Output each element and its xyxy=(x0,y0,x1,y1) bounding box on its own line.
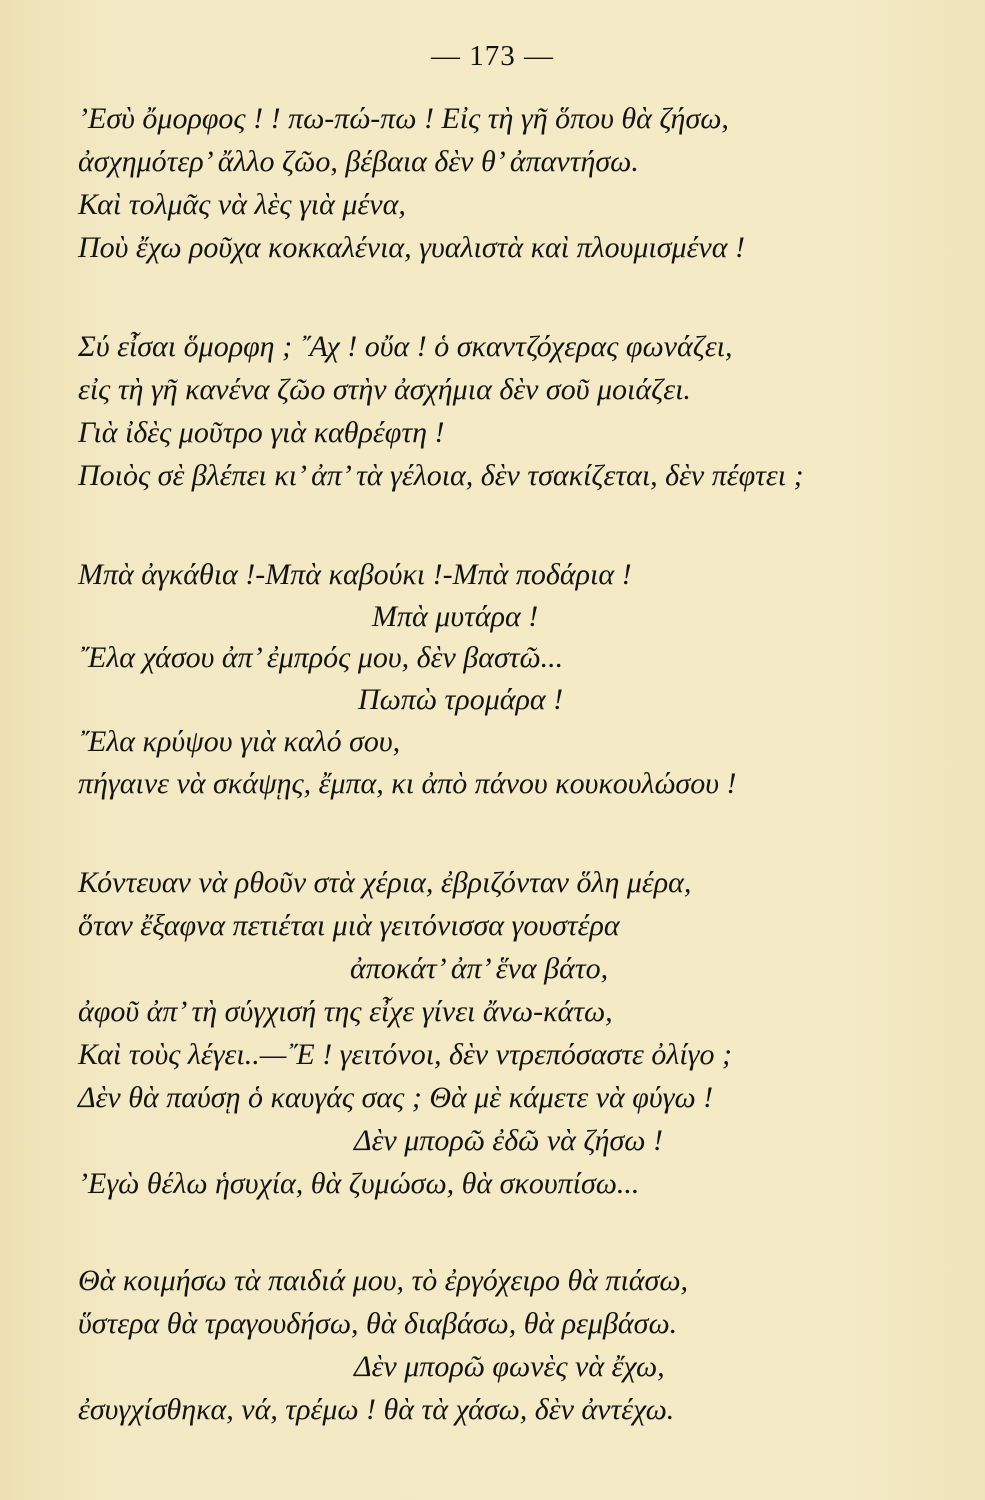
poem-line: Σύ εἶσαι ὅμορφη ; ῎Αχ ! οὔα ! ὁ σκαντζόχερας φωνάζει, xyxy=(78,330,733,363)
page-number: — 173 — xyxy=(431,40,554,72)
poem-line: ἀποκάτ’ ἀπ’ ἕνα βάτο, xyxy=(350,952,609,985)
poem-line: ἀφοῦ ἀπ’ τὴ σύγχισή της εἶχε γίνει ἄνω-κάτω, xyxy=(78,995,613,1028)
poem-line: ἀσχημότερ’ ἄλλο ζῶο, βέβαια δὲν θ’ ἀπαντήσω. xyxy=(78,145,639,178)
poem-line: ’Εσὺ ὄμορφος ! ! πω-πώ-πω ! Εἰς τὴ γῆ ὅπου θὰ ζήσω, xyxy=(78,102,729,135)
poem-line: Καὶ τολμᾶς νὰ λὲς γιὰ μένα, xyxy=(78,188,406,221)
poem-line: Πωπὼ τρομάρα ! xyxy=(358,683,564,716)
poem-line: πήγαινε νὰ σκάψῃς, ἔμπα, κι ἀπὸ πάνου κουκουλώσου ! xyxy=(78,767,737,800)
poem-line: Κόντευαν νὰ ρθοῦν στὰ χέρια, ἐβριζόνταν ὅλη μέρα, xyxy=(78,866,692,899)
poem-line: Καὶ τοὺς λέγει..—῎Ε ! γειτόνοι, δὲν ντρεπόσαστε ὀλίγο ; xyxy=(78,1038,732,1071)
poem-line: Ποιὸς σὲ βλέπει κι’ ἀπ’ τὰ γέλοια, δὲν τσακίζεται, δὲν πέφτει ; xyxy=(78,459,804,492)
poem-line: Θὰ κοιμήσω τὰ παιδιά μου, τὸ ἐργόχειρο θὰ πιάσω, xyxy=(78,1264,689,1297)
poem-line: ῎Ελα χάσου ἀπ’ ἐμπρός μου, δὲν βαστῶ... xyxy=(78,641,564,674)
poem-line: Δὲν μπορῶ φωνὲς νὰ ἔχω, xyxy=(354,1350,665,1383)
poem-line: Ποὺ ἔχω ροῦχα κοκκαλένια, γυαλιστὰ καὶ πλουμισμένα ! xyxy=(78,231,745,264)
poem-line: εἰς τὴ γῆ κανένα ζῶο στὴν ἀσχήμια δὲν σοῦ μοιάζει. xyxy=(78,373,691,406)
poem-line: ὕστερα θὰ τραγουδήσω, θὰ διαβάσω, θὰ ρεμβάσω. xyxy=(78,1307,678,1340)
poem-line: ἐσυγχίσθηκα, νά, τρέμω ! θὰ τὰ χάσω, δὲν ἀντέχω. xyxy=(78,1393,675,1426)
poem-line: Μπὰ μυτάρα ! xyxy=(372,600,539,633)
poem-line: Γιὰ ἰδὲς μοῦτρο γιὰ καθρέφτη ! xyxy=(78,416,445,449)
poem-line: ’Εγὼ θέλω ἡσυχία, θὰ ζυμώσω, θὰ σκουπίσω... xyxy=(78,1167,640,1200)
poem-line: Μπὰ ἀγκάθια !-Μπὰ καβούκι !-Μπὰ ποδάρια ! xyxy=(78,558,632,591)
poem-line: ῎Ελα κρύψου γιὰ καλό σου, xyxy=(78,725,401,758)
poem-line: ὅταν ἔξαφνα πετιέται μιὰ γειτόνισσα γουστέρα xyxy=(78,909,620,942)
poem-line: Δὲν θὰ παύσῃ ὁ καυγάς σας ; Θὰ μὲ κάμετε νὰ φύγω ! xyxy=(78,1081,714,1114)
poem-line: Δὲν μπορῶ ἐδῶ νὰ ζήσω ! xyxy=(354,1124,663,1157)
